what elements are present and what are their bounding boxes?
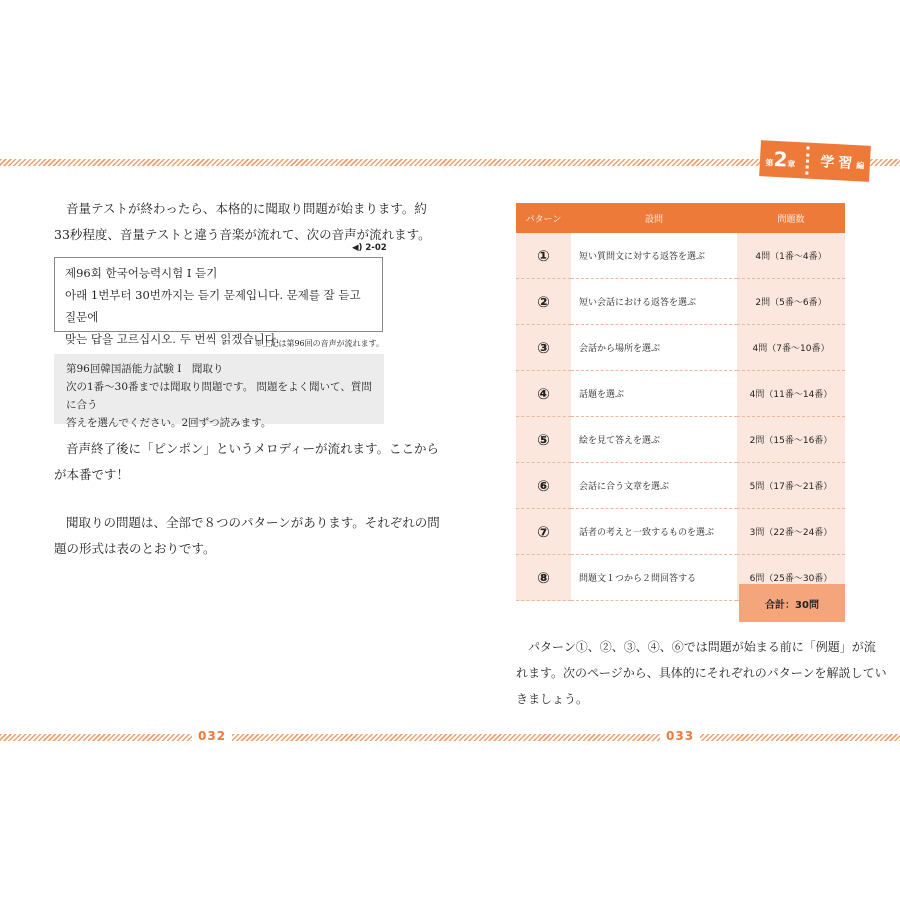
pattern-cell: ② <box>516 279 571 325</box>
paragraph-3: 聞取りの問題は、全部で８つのパターンがあります。それぞれの問 題の形式は表のとおりです。 <box>54 515 440 556</box>
question-cell: 話題を選ぶ <box>571 371 737 417</box>
audio-track: ◀) 2-02 <box>352 243 387 253</box>
question-cell: 短い会話における返答を選ぶ <box>571 279 737 325</box>
count-cell: 5問（17番～21番） <box>737 463 845 509</box>
table-row <box>516 279 845 325</box>
question-cell: 絵を見て答えを選ぶ <box>571 417 737 463</box>
pattern-cell: ① <box>516 233 571 279</box>
count-cell: 4問（11番～14番） <box>737 371 845 417</box>
count-cell: 2問（15番～16番） <box>737 417 845 463</box>
table-row <box>516 233 845 279</box>
page-number-left: 032 <box>192 729 232 743</box>
right-paragraph: パターン①、②、③、④、⑥では問題が始まる前に「例題」が流 れます。次のページから、具体的にそれぞれのパターンを解説してい きましょう。 <box>516 640 887 706</box>
count-cell: 3問（22番～24番） <box>737 509 845 555</box>
table-total: 合計：30問 <box>739 584 845 622</box>
pattern-cell: ④ <box>516 371 571 417</box>
japanese-translation-box: 第96回韓国語能力試験 I 聞取り 次の1番～30番までは聞取り問題です。 問題をよく聞いて、質問に合う 答えを選んでください。2回ずつ読みます。 <box>54 354 384 424</box>
question-cell: 短い質問文に対する返答を選ぶ <box>571 233 737 279</box>
question-cell: 会話から場所を選ぶ <box>571 325 737 371</box>
paragraph-2: 音声終了後に「ピンポン」というメロディーが流れます。ここから が本番です！ <box>54 441 440 482</box>
pattern-table: パターン 設問 問題数 ① 短い質問文に対する返答を選ぶ 4問（1番～4番） ② 短い会話における返答を選ぶ 2問（5番～6番） ③ 会話から場所を選ぶ 4問（7番～10番） ④ 話題を選ぶ 4問（11番～14番） ⑤ 絵を見て答えを選ぶ 2問（15番～16番） ⑥ 会話に合う文章を選ぶ 5問（17番～21番） ⑦ 話者の考えと一致するものを選ぶ 3問（22番～24番） ⑧ 問題文１つから２問回答する 6問（25番～30番） <box>516 203 845 601</box>
question-cell: 問題文１つから２問回答する <box>571 555 737 601</box>
intro-paragraph: 音量テストが終わったら、本格的に聞取り問題が始まります。約 33秒程度、音量テストと違う音楽が流れて、次の音声が流れます。 <box>54 201 431 242</box>
chapter-badge: 第2章 学習編 <box>759 140 871 182</box>
page-number-right: 033 <box>660 729 700 743</box>
question-cell: 会話に合う文章を選ぶ <box>571 463 737 509</box>
pattern-cell: ⑤ <box>516 417 571 463</box>
count-cell: 4問（1番～4番） <box>737 233 845 279</box>
korean-script-box: 제96회 한국어능력시험 I 듣기 아래 1번부터 30번까지는 듣기 문제입니다. 문제를 잘 듣고 질문에 맞는 답을 고르십시오. 두 번씩 읽겠습니다. <box>54 257 383 332</box>
table-row <box>516 325 845 371</box>
pattern-cell: ⑧ <box>516 555 571 601</box>
pattern-cell: ⑦ <box>516 509 571 555</box>
table-row <box>516 463 845 509</box>
table-row <box>516 417 845 463</box>
pattern-cell: ⑥ <box>516 463 571 509</box>
count-cell: 6問（25番～30番） <box>737 555 845 601</box>
speaker-icon: ◀) <box>352 243 363 253</box>
question-cell: 話者の考えと一致するものを選ぶ <box>571 509 737 555</box>
pattern-cell: ③ <box>516 325 571 371</box>
count-cell: 4問（7番～10番） <box>737 325 845 371</box>
footer-stripe <box>0 734 900 741</box>
count-cell: 2問（5番～6番） <box>737 279 845 325</box>
note: ※上記は第96回の音声が流れます。 <box>254 339 384 348</box>
table-row <box>516 371 845 417</box>
table-row <box>516 509 845 555</box>
